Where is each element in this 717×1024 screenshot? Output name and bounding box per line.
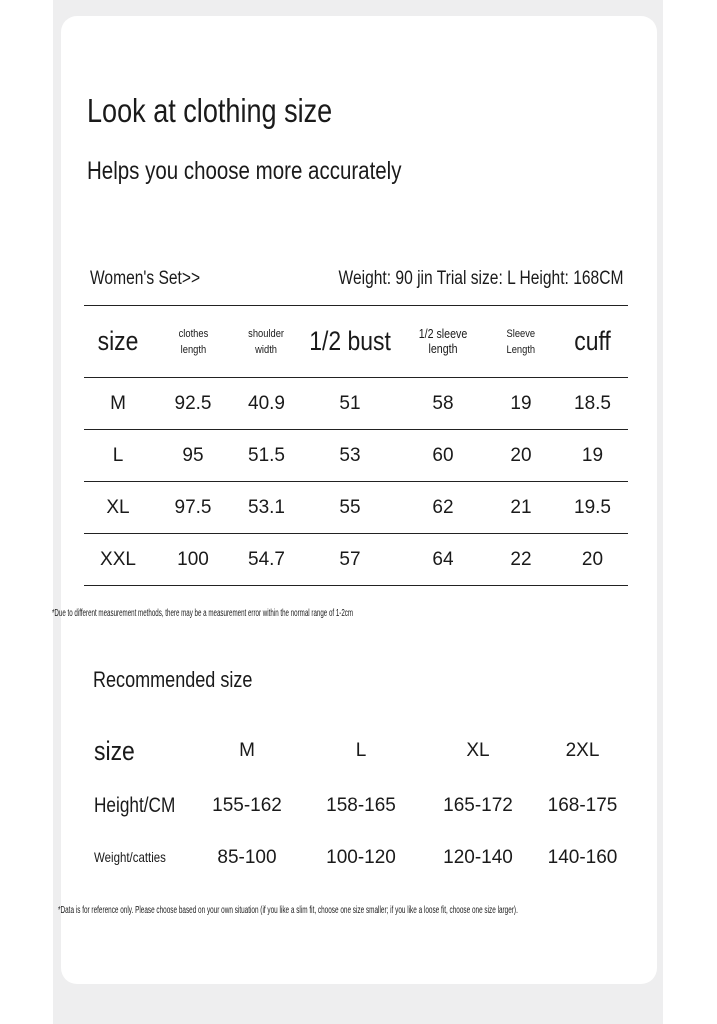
table-cell: 40.9 [248, 392, 285, 414]
col-header-clothes-length: clothes length [178, 327, 208, 356]
table-cell: 21 [510, 496, 532, 518]
col-header-shoulder-width: shoulder width [248, 327, 285, 356]
table-cell: 53.1 [248, 496, 285, 518]
table-cell: 18.5 [574, 392, 611, 414]
recommended-height-row [86, 780, 631, 832]
table-cell: 97.5 [174, 496, 212, 518]
recommended-header-row [86, 722, 631, 780]
set-label: Women's Set>> [90, 268, 201, 289]
weight-value: 120-140 [443, 847, 513, 868]
table-cell: 20 [581, 548, 604, 570]
table-cell: 22 [510, 548, 532, 570]
height-value: 168-175 [547, 795, 618, 816]
recommended-size-title: Recommended size [93, 667, 253, 692]
measurement-note: *Due to different measurement methods, there may be a measurement error within the normal range of 1-2cm [52, 608, 354, 619]
reference-note: *Data is for reference only. Please choose based on your own situation (if you like a slim fit, choose one size smaller; if you like a loose fit, choose one size larger). [58, 905, 518, 916]
page-title: Look at clothing size [87, 92, 333, 129]
table-cell: 58 [432, 392, 454, 414]
table-cell: 100 [177, 548, 209, 570]
recommended-size-label: size [94, 735, 135, 766]
table-row [84, 482, 628, 534]
height-value: 165-172 [443, 795, 513, 816]
size-chart-header-row [84, 306, 628, 378]
table-cell: 19 [581, 444, 604, 466]
table-cell: 62 [432, 496, 454, 518]
recommended-weight-row [86, 832, 631, 884]
col-header-cuff: cuff [574, 326, 611, 356]
height-label: Height/CM [94, 794, 176, 817]
col-header-half-bust: 1/2 bust [309, 326, 391, 356]
table-cell: 53 [339, 444, 361, 466]
table-cell: 60 [432, 444, 454, 466]
height-value: 158-165 [326, 795, 396, 816]
col-header-sleeve-length: Sleeve Length [506, 327, 536, 356]
weight-label: Weight/catties [94, 849, 166, 865]
table-row [84, 430, 628, 482]
weight-value: 85-100 [217, 847, 277, 868]
table-cell: L [112, 444, 124, 466]
recommended-size-table [86, 722, 631, 884]
col-header-half-sleeve-length: 1/2 sleeve length [418, 325, 468, 356]
table-cell: 55 [339, 496, 361, 518]
table-cell: 51.5 [248, 444, 285, 466]
table-cell: 19.5 [574, 496, 611, 518]
recommended-size-2xl: 2XL [565, 740, 600, 761]
col-header-size: size [97, 326, 139, 356]
recommended-size-m: M [239, 740, 255, 761]
height-value: 155-162 [212, 795, 282, 816]
table-cell: 51 [339, 392, 361, 414]
table-cell: 20 [510, 444, 532, 466]
size-chart-table [84, 305, 628, 586]
table-cell: 57 [339, 548, 361, 570]
table-cell: 19 [510, 392, 532, 414]
table-cell: M [110, 392, 126, 414]
table-cell: 64 [432, 548, 454, 570]
page-subtitle: Helps you choose more accurately [87, 157, 402, 185]
recommended-size-xl: XL [466, 740, 490, 761]
table-cell: 54.7 [248, 548, 285, 570]
trial-info: Weight: 90 jin Trial size: L Height: 168CM [338, 268, 623, 289]
recommended-size-l: L [355, 740, 367, 761]
table-cell: 92.5 [174, 392, 212, 414]
weight-value: 140-160 [547, 847, 618, 868]
weight-value: 100-120 [326, 847, 396, 868]
table-cell: 95 [182, 444, 204, 466]
table-cell: XXL [100, 548, 136, 570]
table-row [84, 534, 628, 586]
table-row [84, 378, 628, 430]
table-cell: XL [106, 496, 130, 518]
